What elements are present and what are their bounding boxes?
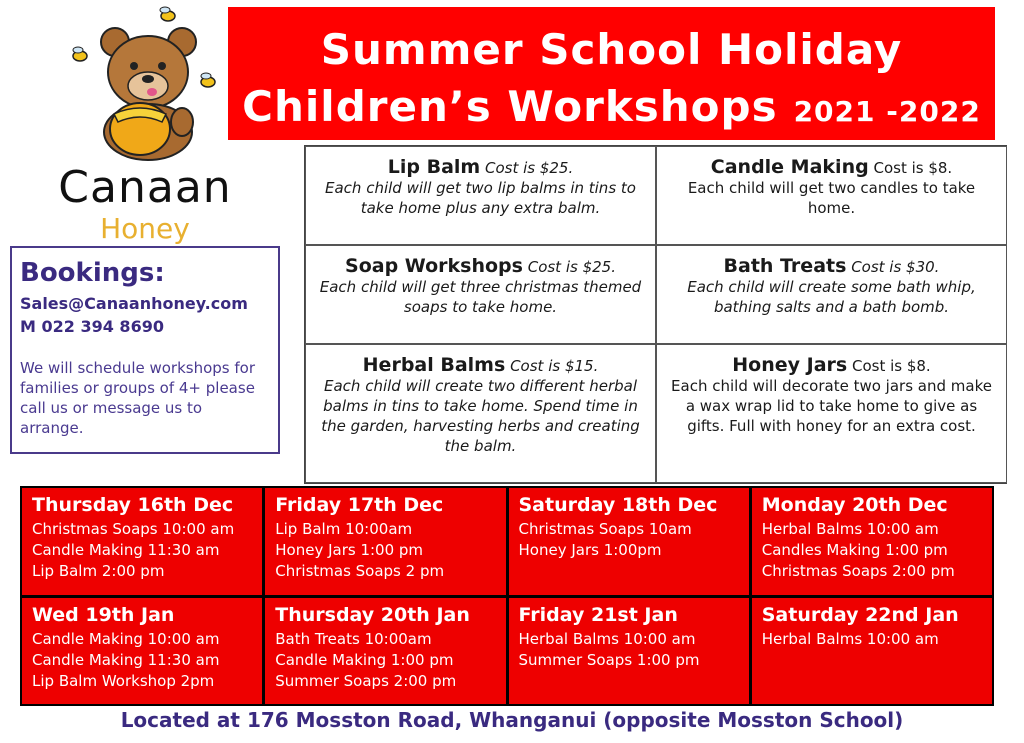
schedule-day-cell bbox=[22, 488, 262, 595]
banner-years: 2021 -2022 bbox=[793, 95, 981, 128]
workshop-name: Soap Workshops bbox=[345, 255, 523, 277]
schedule-day-cell bbox=[752, 598, 992, 705]
workshop-name: Bath Treats bbox=[723, 255, 847, 277]
bee-icon bbox=[73, 47, 87, 61]
bee-icon bbox=[160, 7, 175, 21]
workshop-description: Each child will get two lip balms in tins to take home plus any extra balm. bbox=[325, 179, 636, 217]
schedule-day: Friday 21st Jan bbox=[518, 603, 678, 626]
workshop-name: Candle Making bbox=[710, 156, 869, 178]
schedule-item: Herbal Balms 10:00 am bbox=[518, 629, 696, 648]
schedule-day-cell bbox=[752, 488, 992, 595]
logo-name: Canaan bbox=[58, 162, 232, 213]
workshop-cost: Cost is $8. bbox=[873, 159, 953, 177]
schedule-item: Summer Soaps 1:00 pm bbox=[518, 650, 700, 669]
bookings-email[interactable]: Sales@Canaanhoney.com bbox=[20, 294, 248, 313]
bookings-note: We will schedule workshops for families or groups of 4+ please call us or message us to arrange. bbox=[20, 359, 256, 437]
workshop-description: Each child will get three christmas themed soaps to take home. bbox=[319, 278, 642, 316]
schedule-item: Candle Making 11:30 am bbox=[32, 541, 220, 559]
bookings-heading: Bookings: bbox=[20, 258, 165, 288]
schedule-day: Thursday 20th Jan bbox=[275, 603, 470, 626]
banner-title-line2 bbox=[228, 82, 995, 131]
workshop-description: Each child will create two different herbal balms in tins to take home. Spend time in the garden, harvesting herbs and creating the balm. bbox=[321, 377, 640, 455]
schedule-day-cell bbox=[265, 488, 505, 595]
workshop-cost: Cost is $15. bbox=[510, 357, 599, 375]
schedule-item: Lip Balm 2:00 pm bbox=[32, 562, 165, 580]
schedule-item: Honey Jars 1:00 pm bbox=[275, 541, 424, 559]
banner-title-line1: Summer School Holiday bbox=[320, 25, 903, 74]
workshop-description: Each child will decorate two jars and make a wax wrap lid to take home to give as gifts. Full with honey for an extra cost. bbox=[671, 377, 992, 435]
schedule-item: Lip Balm 10:00am bbox=[275, 520, 413, 538]
schedule-item: Candle Making 11:30 am bbox=[32, 650, 220, 669]
schedule-item: Candle Making 1:00 pm bbox=[275, 650, 454, 669]
location-footer: Located at 176 Mosston Road, Whanganui (opposite Mosston School) bbox=[120, 708, 904, 732]
schedule-grid bbox=[20, 486, 994, 706]
schedule-item: Lip Balm Workshop 2pm bbox=[32, 671, 215, 690]
schedule-day: Wed 19th Jan bbox=[32, 603, 175, 626]
schedule-day-cell bbox=[509, 488, 749, 595]
schedule-item: Herbal Balms 10:00 am bbox=[761, 520, 939, 538]
workshop-cell bbox=[305, 146, 656, 245]
workshop-description: Each child will create some bath whip, bathing salts and a bath bomb. bbox=[687, 278, 976, 316]
schedule-item: Candle Making 10:00 am bbox=[32, 629, 220, 648]
bear-honey-pot-icon bbox=[70, 4, 220, 164]
schedule-day: Friday 17th Dec bbox=[275, 494, 444, 516]
bookings-phone[interactable]: M 022 394 8690 bbox=[20, 317, 164, 336]
workshop-cost: Cost is $8. bbox=[851, 357, 931, 375]
workshop-name: Lip Balm bbox=[387, 156, 481, 178]
schedule-day: Thursday 16th Dec bbox=[32, 494, 234, 516]
logo-subtitle: Honey bbox=[100, 212, 190, 245]
schedule-item: Bath Treats 10:00am bbox=[275, 629, 432, 648]
schedule-item: Honey Jars 1:00pm bbox=[518, 541, 662, 559]
schedule-day-cell bbox=[265, 598, 505, 705]
workshop-description: Each child will get two candles to take home. bbox=[687, 179, 976, 217]
workshop-name: Honey Jars bbox=[732, 354, 848, 376]
schedule-item: Summer Soaps 2:00 pm bbox=[275, 671, 457, 690]
workshop-name: Herbal Balms bbox=[362, 354, 506, 376]
schedule-day-cell bbox=[509, 598, 749, 705]
banner-title-text: Children’s Workshops bbox=[242, 82, 778, 131]
schedule-item: Christmas Soaps 10am bbox=[518, 520, 692, 538]
workshop-cost: Cost is $25. bbox=[484, 159, 574, 177]
workshop-cost: Cost is $30. bbox=[851, 258, 940, 276]
schedule-day: Saturday 18th Dec bbox=[518, 494, 718, 516]
schedule-day: Saturday 22nd Jan bbox=[761, 603, 959, 626]
workshop-cell bbox=[305, 344, 656, 483]
schedule-item: Christmas Soaps 2 pm bbox=[275, 562, 445, 580]
workshop-cost: Cost is $25. bbox=[527, 258, 616, 276]
schedule-item: Christmas Soaps 10:00 am bbox=[32, 520, 235, 538]
schedule-item: Herbal Balms 10:00 am bbox=[761, 629, 939, 648]
schedule-item: Candles Making 1:00 pm bbox=[761, 541, 948, 559]
schedule-day-cell bbox=[22, 598, 262, 705]
schedule-day: Monday 20th Dec bbox=[761, 494, 948, 516]
schedule-item: Christmas Soaps 2:00 pm bbox=[761, 562, 955, 580]
canaan-honey-logo bbox=[40, 4, 250, 244]
workshop-cell bbox=[305, 245, 656, 344]
workshop-cell bbox=[656, 245, 1007, 344]
bee-icon bbox=[201, 73, 215, 87]
workshop-cell bbox=[656, 146, 1007, 245]
workshops-table bbox=[304, 145, 1007, 484]
title-banner bbox=[228, 7, 995, 140]
workshop-cell bbox=[656, 344, 1007, 483]
bookings-box bbox=[10, 246, 280, 454]
